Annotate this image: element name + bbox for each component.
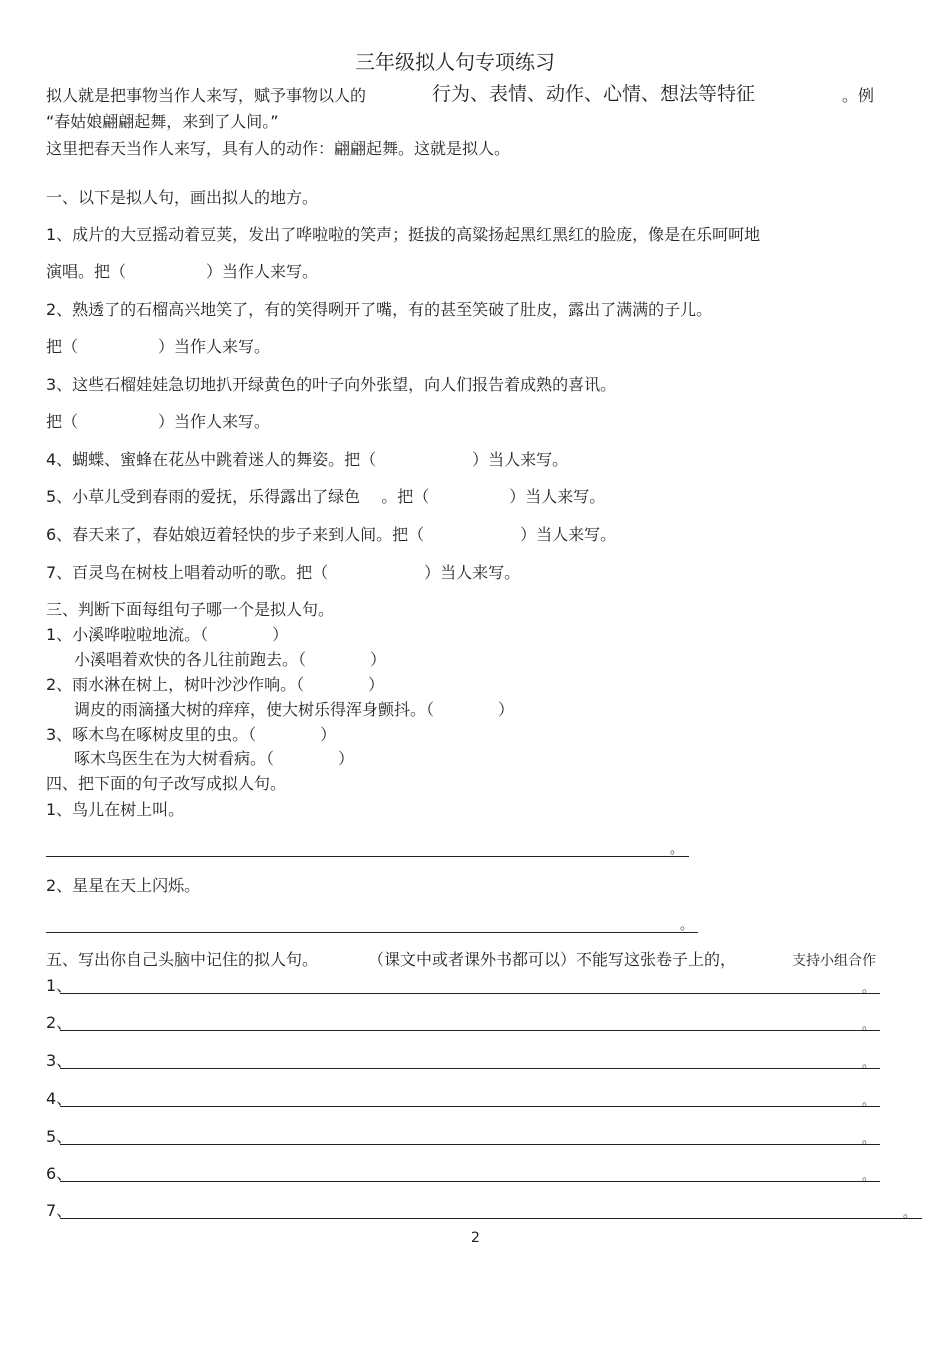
section4-question: 2、星星在天上闪烁。 (46, 876, 201, 895)
section1-item: 4、蝴蝶、蜜蜂在花丛中跳着迷人的舞姿。把（ ）当人来写。 (46, 450, 569, 469)
section3-heading: 三、判断下面每组句子哪一个是拟人句。 (46, 600, 335, 619)
section4-heading: 四、把下面的句子改写成拟人句。 (46, 774, 287, 793)
section1-item: 演唱。把（ ）当作人来写。 (46, 262, 319, 281)
answer-number: 7、 (46, 1201, 73, 1220)
section3-item: 调皮的雨滴搔大树的痒痒，使大树乐得浑身颤抖。（ ） (74, 700, 515, 719)
intro-example-label: 。例 (842, 86, 875, 105)
answer-number: 5、 (46, 1127, 73, 1146)
intro-example: “春姑娘翩翩起舞，来到了人间。” (46, 112, 279, 131)
answer-line[interactable] (60, 993, 880, 994)
answer-period: 。 (903, 1206, 917, 1221)
answer-line[interactable] (46, 932, 698, 933)
section5-tip: 支持小组合作 (792, 953, 876, 969)
answer-line[interactable] (60, 1106, 880, 1107)
section1-item: 3、这些石榴娃娃急切地扒开绿黄色的叶子向外张望，向人们报告着成熟的喜讯。 (46, 375, 617, 394)
answer-line[interactable] (60, 1068, 880, 1069)
answer-line[interactable] (60, 1181, 880, 1182)
section5-heading: 五、写出你自己头脑中记住的拟人句。 (46, 950, 319, 969)
page-number: 2 (471, 1230, 480, 1246)
section3-item: 2、雨水淋在树上，树叶沙沙作响。（ ） (46, 675, 385, 694)
answer-line[interactable] (60, 1218, 922, 1219)
answer-period: 。 (670, 842, 684, 857)
section4-question: 1、鸟儿在树上叫。 (46, 800, 185, 819)
section1-item: 2、熟透了的石榴高兴地笑了，有的笑得咧开了嘴，有的甚至笑破了肚皮，露出了满满的子儿。 (46, 300, 713, 319)
intro-emphasis: 行为、表情、动作、心情、想法等特征 (432, 83, 756, 105)
section1-item: 把（ ）当作人来写。 (46, 337, 271, 356)
answer-period: 。 (680, 918, 694, 933)
section1-heading: 一、以下是拟人句，画出拟人的地方。 (46, 188, 319, 207)
answer-number: 6、 (46, 1164, 73, 1183)
section3-item: 3、啄木鸟在啄树皮里的虫。（ ） (46, 725, 337, 744)
answer-line[interactable] (46, 856, 689, 857)
answer-period: 。 (862, 1169, 876, 1184)
answer-number: 2、 (46, 1013, 73, 1032)
answer-period: 。 (862, 1018, 876, 1033)
section3-item: 啄木鸟医生在为大树看病。（ ） (74, 749, 355, 768)
section1-item: 把（ ）当作人来写。 (46, 412, 271, 431)
answer-period: 。 (862, 1056, 876, 1071)
answer-number: 3、 (46, 1051, 73, 1070)
section5-note: （课文中或者课外书都可以）不能写这张卷子上的， (368, 950, 737, 969)
intro-explanation: 这里把春天当作人来写，具有人的动作：翩翩起舞。这就是拟人。 (46, 139, 511, 158)
section3-item: 小溪唱着欢快的各儿往前跑去。（ ） (74, 650, 387, 669)
answer-line[interactable] (60, 1030, 880, 1031)
answer-number: 4、 (46, 1089, 73, 1108)
page-title: 三年级拟人句专项练习 (355, 50, 555, 74)
answer-period: 。 (862, 1132, 876, 1147)
answer-period: 。 (862, 981, 876, 996)
intro-text: 拟人就是把事物当作人来写，赋予事物以人的 (46, 86, 367, 105)
section1-item: 5、小草儿受到春雨的爱抚，乐得露出了绿色 。把（ ）当人来写。 (46, 487, 606, 506)
answer-period: 。 (862, 1094, 876, 1109)
section1-item: 6、春天来了，春姑娘迈着轻快的步子来到人间。把（ ）当人来写。 (46, 525, 617, 544)
answer-number: 1、 (46, 976, 73, 995)
answer-line[interactable] (60, 1144, 880, 1145)
section1-item: 1、成片的大豆摇动着豆荚，发出了哗啦啦的笑声；挺拔的高粱扬起黑红黑红的脸庞，像是在乐呵呵地 (46, 225, 761, 244)
section3-item: 1、小溪哗啦啦地流。（ ） (46, 625, 289, 644)
section1-item: 7、百灵鸟在树枝上唱着动听的歌。把（ ）当人来写。 (46, 563, 521, 582)
